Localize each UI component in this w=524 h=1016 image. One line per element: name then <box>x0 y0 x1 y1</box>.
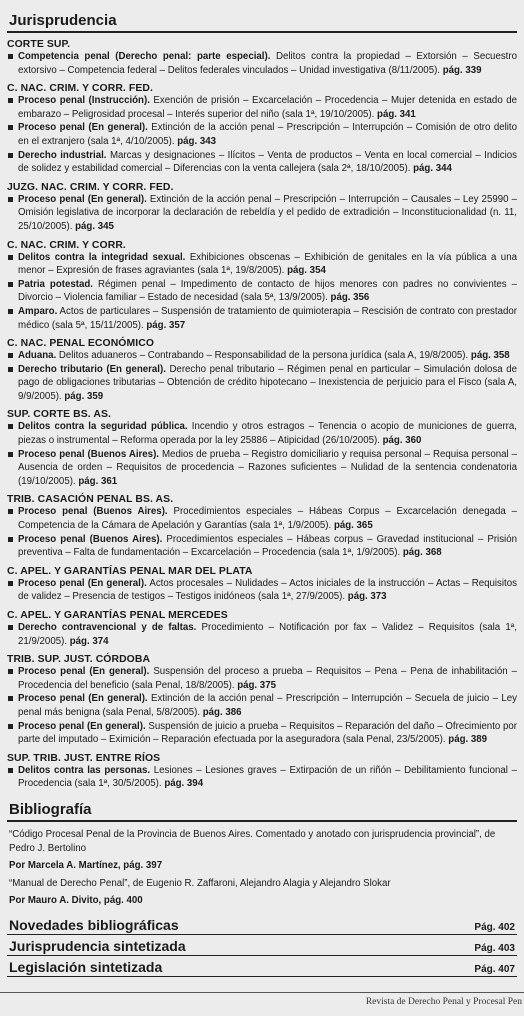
case-entry <box>7 251 517 278</box>
case-entry <box>7 577 517 604</box>
page-reference: pág. 344 <box>413 163 452 175</box>
index-title: Novedades bibliográficas <box>9 916 179 933</box>
index-row <box>7 935 517 956</box>
square-bullet-icon <box>8 581 13 586</box>
bibliography-reviewer: Por Marcela A. Martínez, pág. 397 <box>9 860 163 872</box>
square-bullet-icon <box>8 452 13 457</box>
court-heading: C. NAC. PENAL ECONÓMICO <box>7 338 155 350</box>
case-entry <box>7 621 517 648</box>
court-heading: C. NAC. CRIM. Y CORR. <box>7 239 126 251</box>
square-bullet-icon <box>8 625 13 630</box>
square-bullet-icon <box>8 669 13 674</box>
square-bullet-icon <box>8 696 13 701</box>
case-summary: Suspensión de juicio a prueba – Requisitos – Reparación del daño – Ofrecimiento por parte del imputado – Eximición – Reparación efectuada por la aseguradora (sala Penal, 23/5/2005). <box>18 720 517 746</box>
case-summary: Procedimientos especiales – Hábeas corpus – Gravedad institucional – Prisión preventiva – Falta de fundamentación – Excarcelación – Procedencia (sala 1ª, 1/9/2005). <box>18 533 517 559</box>
bibliography-list <box>0 822 524 908</box>
case-summary: Extinción de la acción penal – Prescripción – Interrupción – Secuela de juicio – Ley penal más benigna (sala Penal, 5/8/2005). <box>18 693 517 718</box>
case-summary: Derecho penal tributario – Régimen penal en particular – Simulación dolosa de pago de obligaciones tributarias – Obtención de crédito hipotecano – Inexistencia de perjuicio para el Fisco (sala A, 9/9/2005). <box>18 363 517 402</box>
page-reference: pág. 339 <box>442 64 482 76</box>
case-topic: Competencia penal (Derecho penal: parte especial). <box>18 51 271 62</box>
case-topic: Proceso penal (Buenos Aires). <box>18 448 159 460</box>
case-entry <box>7 121 517 148</box>
court-heading: CORTE SUP. <box>7 39 71 50</box>
index-row <box>7 956 517 977</box>
page-reference: pág. 360 <box>382 435 422 447</box>
court-heading: SUP. TRIB. JUST. ENTRE RÍOS <box>7 752 161 764</box>
court-heading: C. APEL. Y GARANTÍAS PENAL MAR DEL PLATA <box>7 565 253 577</box>
case-entry <box>7 193 517 234</box>
page-reference: pág. 365 <box>333 520 373 532</box>
page-reference: pág. 368 <box>402 547 442 559</box>
index-page: Pág. 403 <box>474 942 515 954</box>
case-summary: Actos procesales – Nulidades – Actos iniciales de la instrucción – Actas – Requisitos de validez – Presencia de testigos – Testigos inidóneos (sala 1ª, 27/9/2005). <box>18 577 517 603</box>
page-reference: pág. 375 <box>237 679 276 691</box>
case-topic: Delitos contra la seguridad pública. <box>18 421 188 433</box>
page-reference: pág. 341 <box>377 108 416 120</box>
square-bullet-icon <box>8 724 13 729</box>
section-title: Jurisprudencia <box>7 0 517 33</box>
footer-rule <box>0 992 524 993</box>
case-entry <box>7 720 517 747</box>
square-bullet-icon <box>8 353 13 358</box>
index-page: Pág. 402 <box>474 921 515 933</box>
case-summary: Procedimiento – Notificación por fax – Validez – Requisitos (sala 1ª, 21/9/2005). <box>18 622 517 647</box>
case-topic: Proceso penal (Buenos Aires). <box>18 506 168 518</box>
case-topic: Proceso penal (Instrucción). <box>18 95 150 107</box>
page-reference: pág. 394 <box>164 778 204 790</box>
case-topic: Proceso penal (En general). <box>18 577 147 589</box>
square-bullet-icon <box>8 424 13 429</box>
bibliography-work: “Manual de Derecho Penal”, de Eugenio R. Zaffaroni, Alejandro Alagia y Alejandro Slokar <box>9 877 391 889</box>
bibliography-title: Bibliografía <box>7 801 517 822</box>
page-reference: pág. 345 <box>75 220 114 232</box>
case-topic: Proceso penal (En general). <box>18 122 148 134</box>
case-entry <box>7 149 517 176</box>
page-reference: pág. 386 <box>202 706 242 718</box>
page-reference: pág. 343 <box>177 135 217 147</box>
page-reference: pág. 359 <box>64 390 104 402</box>
case-topic: Delitos contra la integridad sexual. <box>18 251 186 263</box>
page-reference: pág. 361 <box>78 475 118 487</box>
case-entry <box>7 420 517 447</box>
case-entry <box>7 50 517 77</box>
case-topic: Proceso penal (En general). <box>18 666 150 678</box>
case-topic: Proceso penal (En general). <box>18 720 146 732</box>
case-summary: Actos de particulares – Suspensión de tratamiento de quimioterapia – Rescisión de contrato con prestador médico (sala 5ª, 15/11/2005). <box>18 305 517 331</box>
court-heading: C. NAC. CRIM. Y CORR. FED. <box>7 83 153 95</box>
case-summary: Lesiones – Lesiones graves – Extirpación de un riñón – Debilitamiento funcional – Procedencia (sala 1ª, 30/5/2005). <box>18 764 517 790</box>
case-entry <box>7 363 517 404</box>
square-bullet-icon <box>8 309 13 314</box>
case-summary: Delitos aduaneros – Contrabando – Responsabilidad de la persona jurídica (sala A, 19/8/2005). <box>58 350 469 362</box>
square-bullet-icon <box>8 153 13 158</box>
case-topic: Proceso penal (En general). <box>18 693 148 705</box>
case-summary: Exhibiciones obscenas – Exhibición de genitales en la vía pública a una menor – Expresión de frases agraviantes (sala 1ª, 19/8/2005). <box>18 251 517 277</box>
page-reference: pág. 357 <box>146 319 186 331</box>
page-reference: pág. 354 <box>287 265 326 277</box>
page-reference: pág. 374 <box>69 635 109 647</box>
square-bullet-icon <box>8 367 13 372</box>
case-summary: Régimen penal – Impedimento de contacto de hijos menores con padres no convivientes – Divorcio – Violencia familiar – Estado de necesidad (sala 5ª, 13/9/2005). <box>18 278 517 304</box>
court-heading: JUZG. NAC. CRIM. Y CORR. FED. <box>7 181 174 193</box>
case-entry <box>7 505 517 532</box>
court-heading: SUP. CORTE BS. AS. <box>7 409 111 421</box>
case-entry <box>7 94 517 121</box>
case-entry <box>7 533 517 560</box>
bibliography-work: “Código Procesal Penal de la Provincia de Buenos Aires. Comentado y anotado con jurisprudencia provincial”, de Pedro J. Bertolino <box>9 828 496 854</box>
square-bullet-icon <box>8 509 13 514</box>
case-summary: Extinción de la acción penal – Prescripción – Interrupción – Causales – Ley 25990 – Omisión legislativa de incorporar la declaración de rebeldía y el pedido de extradición – Inconstitucionalidad (n. 11, 25/10/2005). <box>18 193 517 232</box>
square-bullet-icon <box>8 125 13 130</box>
case-topic: Patria potestad. <box>18 278 93 290</box>
case-entry <box>7 692 517 719</box>
square-bullet-icon <box>8 768 13 773</box>
case-topic: Proceso penal (Buenos Aires). <box>18 533 163 545</box>
section-index <box>7 914 517 977</box>
case-topic: Delitos contra las personas. <box>18 764 151 776</box>
index-title: Legislación sintetizada <box>9 958 163 975</box>
page-reference: pág. 356 <box>330 292 370 304</box>
index-page: Pág. 407 <box>474 963 515 975</box>
case-summary: Exención de prisión – Excarcelación – Procedencia – Mujer detenida en estado de embarazo – Peligrosidad procesal – Interés superior del niño (sala 1ª, 19/10/2005). <box>18 95 517 120</box>
page-reference: pág. 358 <box>470 350 510 362</box>
case-summary: Medios de prueba – Registro domiciliario y requisa personal – Requisa personal – Ausencia de orden – Requisitos de procedencia – Razones suficientes – Nulidad de la sentencia condenatoria (19/10/2005). <box>18 448 517 487</box>
case-entry <box>7 764 517 791</box>
case-summary: Extinción de la acción penal – Prescripción – Interrupción – Comisión de otro delito en el extranjero (sala 1ª, 4/10/2005). <box>18 122 517 147</box>
case-entry <box>7 665 517 692</box>
case-topic: Derecho tributario (En general). <box>18 363 166 375</box>
index-title: Jurisprudencia sintetizada <box>9 937 186 954</box>
case-entry <box>7 349 517 363</box>
bibliography-reviewer: Por Mauro A. Divito, pág. 400 <box>9 895 143 907</box>
case-summary: Procedimientos especiales – Hábeas Corpus – Excarcelación denegada – Competencia de la Cámara de Apelación y Garantías (sala 1ª, 1/9/2005). <box>18 506 517 532</box>
page-reference: pág. 373 <box>347 591 387 603</box>
case-summary: Delitos contra la propiedad – Extorsión – Secuestro extorsivo – Competencia federal – Delitos federales vinculados – Unidad investigativa (8/11/2005). <box>18 51 517 76</box>
case-entry <box>7 278 517 305</box>
square-bullet-icon <box>8 255 13 260</box>
case-summary: Suspensión del proceso a prueba – Requisitos – Pena – Pena de inhabilitación – Procedencia del beneficio (sala Penal, 18/8/2005). <box>18 666 517 691</box>
square-bullet-icon <box>8 197 13 202</box>
case-entry <box>7 448 517 489</box>
page-reference: pág. 389 <box>448 734 488 746</box>
case-topic: Proceso penal (En general). <box>18 193 147 205</box>
court-heading: C. APEL. Y GARANTÍAS PENAL MERCEDES <box>7 610 228 621</box>
case-entry <box>7 305 517 332</box>
index-row <box>7 914 517 935</box>
running-footer: Revista de Derecho Penal y Procesal Pen <box>365 997 522 1007</box>
court-heading: TRIB. CASACIÓN PENAL BS. AS. <box>7 494 174 506</box>
square-bullet-icon <box>8 54 13 59</box>
jurisprudence-list <box>0 39 524 791</box>
case-topic: Derecho contravencional y de faltas. <box>18 622 197 633</box>
square-bullet-icon <box>8 537 13 542</box>
court-heading: TRIB. SUP. JUST. CÓRDOBA <box>7 654 151 666</box>
square-bullet-icon <box>8 282 13 287</box>
case-summary: Incendio y otros estragos – Tenencia o acopio de municiones de guerra, piezas o instrumental – Reforma operada por la ley 25886 – Atipicidad (26/10/2005). <box>18 421 517 447</box>
case-topic: Derecho industrial. <box>18 149 107 161</box>
case-topic: Aduana. <box>18 350 57 362</box>
case-summary: Marcas y designaciones – Ilícitos – Venta de productos – Venta en local comercial – Indicios de solidez y estabilidad comercial – Diferencias con la venta callejera (sala 2ª, 18/10/2005). <box>18 149 517 175</box>
square-bullet-icon <box>8 98 13 103</box>
case-topic: Amparo. <box>18 305 58 317</box>
